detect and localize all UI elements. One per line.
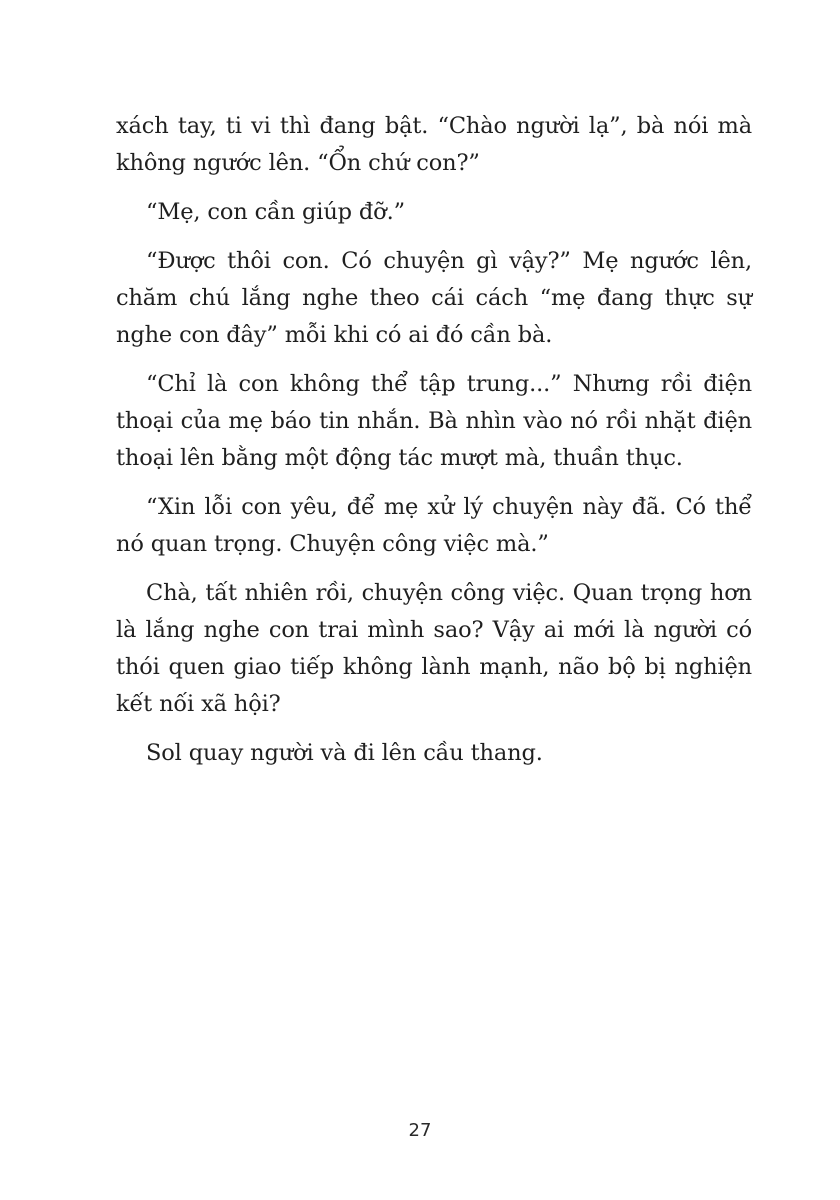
- paragraph: Sol quay người và đi lên cầu thang.: [146, 740, 543, 766]
- page-number: 27: [408, 1120, 432, 1141]
- paragraph: “Được thôi con. Có chuyện gì vậy?” Mẹ ngước lên, chăm chú lắng nghe theo cái cách “mẹ đang thực sự nghe con đây” mỗi khi có ai đó cần bà.: [116, 248, 752, 348]
- paragraph: Chà, tất nhiên rồi, chuyện công việc. Quan trọng hơn là lắng nghe con trai mình sao? Vậy ai mới là người có thói quen giao tiếp không lành mạnh, não bộ bị nghiện kết nối xã hội?: [116, 580, 752, 717]
- body-text: [116, 108, 752, 784]
- paragraph: “Xin lỗi con yêu, để mẹ xử lý chuyện này đã. Có thể nó quan trọng. Chuyện công việc mà.”: [116, 494, 752, 557]
- paragraph: xách tay, ti vi thì đang bật. “Chào người lạ”, bà nói mà không ngước lên. “Ổn chứ con?”: [116, 113, 752, 176]
- paragraph: “Chỉ là con không thể tập trung...” Nhưng rồi điện thoại của mẹ báo tin nhắn. Bà nhìn vào nó rồi nhặt điện thoại lên bằng một động tác mượt mà, thuần thục.: [116, 371, 752, 471]
- paragraph: “Mẹ, con cần giúp đỡ.”: [146, 199, 405, 225]
